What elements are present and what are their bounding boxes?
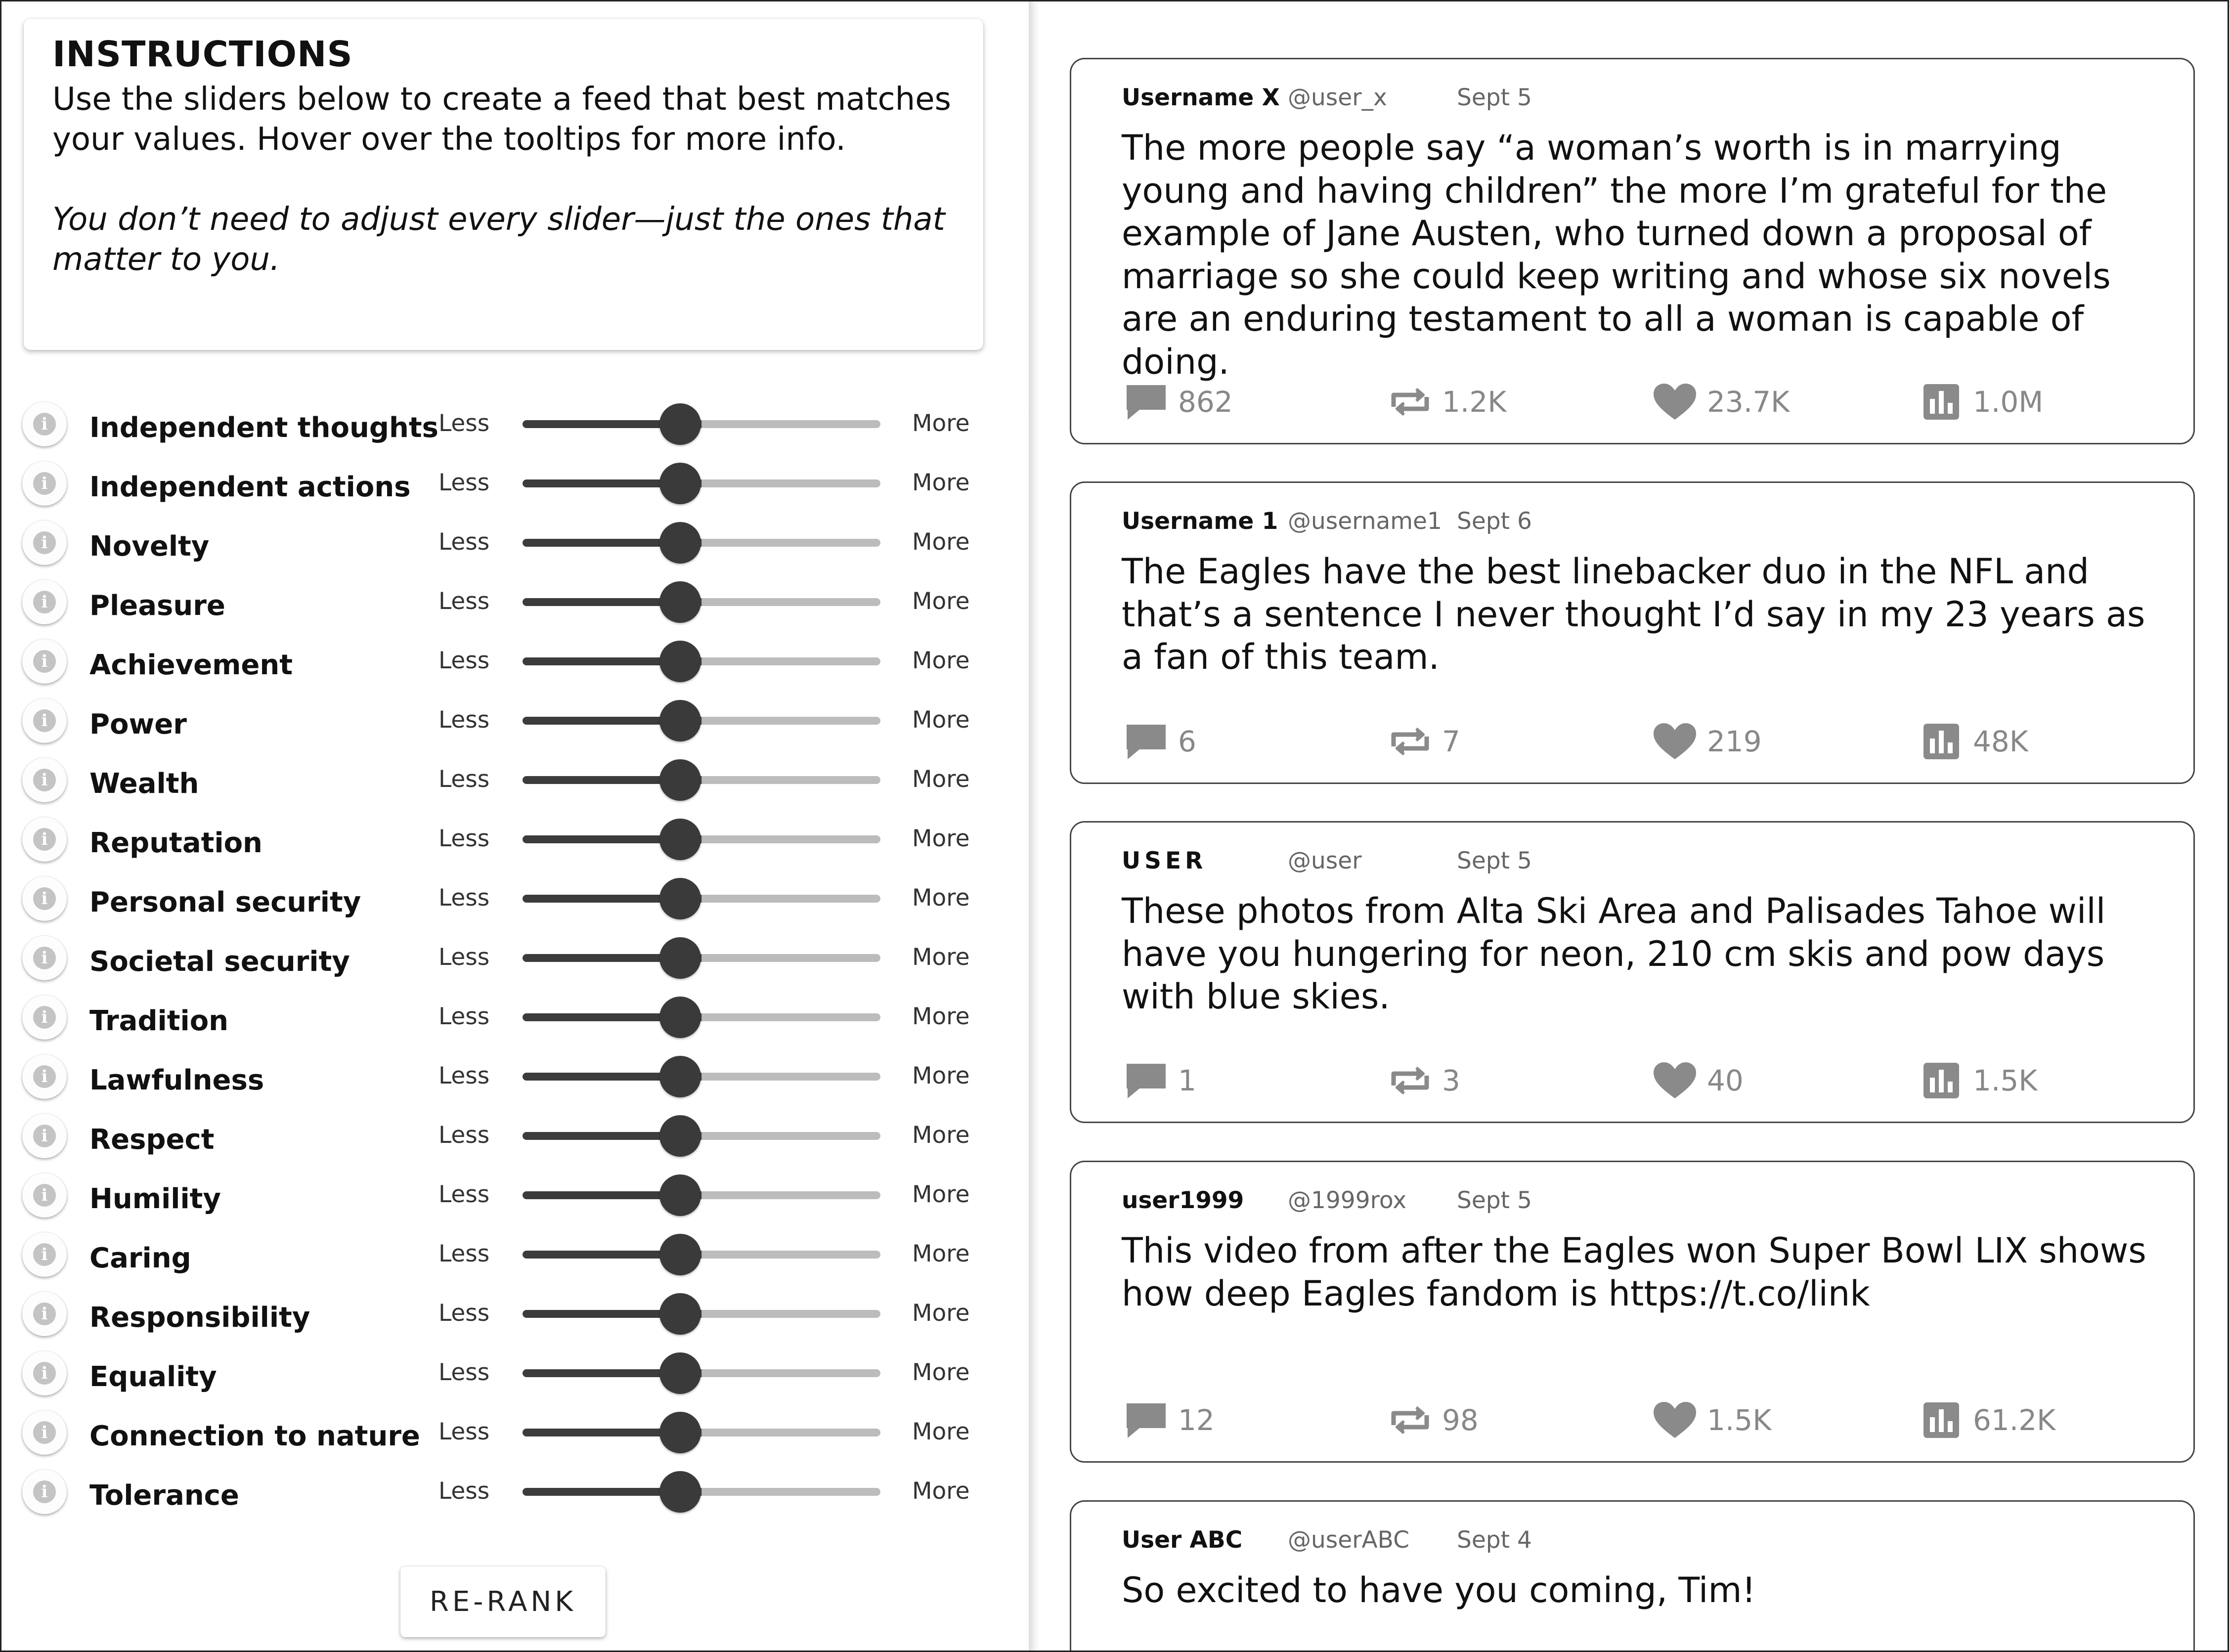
slider-row [1,461,1029,511]
replies-count: 6 [1178,725,1196,758]
slider-row [1,639,1029,689]
slider-track-wealth[interactable] [523,776,880,784]
slider-row [1,1470,1029,1519]
slider-less-label: Less [438,588,490,615]
slider-row [1,580,1029,629]
reposts-count: 3 [1442,1064,1460,1097]
reposts-action[interactable] [1387,1058,1594,1103]
post-date: Sept 4 [1457,1526,1532,1554]
slider-row [1,758,1029,807]
post-card[interactable] [1070,821,2195,1123]
instructions-note: You don’t need to adjust every slider—just the ones that matter to you. [52,201,945,278]
post-author-handle[interactable]: @userABC [1288,1526,1409,1554]
post-text: This video from after the Eagles won Super Bowl LIX shows how deep Eagles fandom is https://t.co/link [1122,1230,2146,1314]
slider-track-connection-to-nature[interactable] [523,1429,880,1436]
views-action[interactable] [1918,1058,2125,1103]
bar-chart-icon [1918,382,1965,422]
slider-label-independent-actions: Independent actions [89,471,411,503]
info-tooltip-button[interactable] [22,758,67,802]
info-tooltip-button[interactable] [22,698,67,743]
slider-track-respect[interactable] [523,1132,880,1140]
slider-less-label: Less [438,825,490,852]
slider-label-independent-thoughts: Independent thoughts [89,412,438,444]
repost-icon [1387,722,1434,761]
slider-handle-independent-thoughts[interactable] [659,403,701,445]
slider-less-label: Less [438,1300,490,1327]
info-icon: i [33,1125,56,1147]
views-action[interactable] [1918,1398,2125,1442]
slider-handle-novelty[interactable] [659,522,701,564]
info-tooltip-button[interactable] [22,402,67,446]
slider-track-power[interactable] [523,717,880,725]
slider-more-label: More [912,1062,970,1089]
info-icon: i [33,472,56,495]
slider-handle-tolerance[interactable] [659,1471,701,1513]
views-action[interactable] [1918,380,2125,424]
info-tooltip-button[interactable] [22,639,67,684]
info-tooltip-button[interactable] [22,461,67,506]
slider-row [1,698,1029,748]
views-count: 48K [1973,725,2028,758]
slider-row [1,1410,1029,1460]
post-author-name[interactable]: Username 1 [1122,508,1278,535]
slider-row [1,1232,1029,1282]
slider-row [1,1292,1029,1341]
bar-chart-icon [1918,722,1965,761]
post-author-handle[interactable]: @user_x [1288,84,1387,111]
info-icon: i [33,1184,56,1207]
slider-handle-achievement[interactable] [659,641,701,682]
info-tooltip-button[interactable] [22,876,67,921]
repost-icon [1387,382,1434,422]
slider-handle-wealth[interactable] [659,759,701,801]
post-date: Sept 6 [1457,508,1532,535]
comment-icon [1123,722,1170,761]
slider-handle-responsibility[interactable] [659,1293,701,1335]
slider-more-label: More [912,706,970,734]
slider-less-label: Less [438,1418,490,1445]
slider-track-independent-actions[interactable] [523,479,880,487]
slider-label-power: Power [89,708,187,740]
slider-less-label: Less [438,884,490,912]
slider-row [1,521,1029,570]
repost-icon [1387,1061,1434,1100]
slider-track-societal-security[interactable] [523,954,880,962]
likes-count: 40 [1707,1064,1744,1097]
slider-label-responsibility: Responsibility [89,1302,310,1334]
slider-more-label: More [912,1240,970,1267]
slider-more-label: More [912,825,970,852]
info-icon: i [33,769,56,791]
rerank-button[interactable]: RE-RANK [400,1566,606,1637]
slider-track-reputation[interactable] [523,835,880,843]
slider-less-label: Less [438,1062,490,1089]
slider-label-tradition: Tradition [89,1005,229,1037]
info-tooltip-button[interactable] [22,521,67,565]
views-count: 1.0M [1973,385,2044,419]
info-icon: i [33,531,56,554]
slider-row [1,1173,1029,1222]
post-text: So excited to have you coming, Tim! [1122,1570,1756,1610]
slider-label-reputation: Reputation [89,827,262,859]
slider-handle-caring[interactable] [659,1234,701,1275]
info-icon: i [33,828,56,851]
slider-less-label: Less [438,1240,490,1267]
likes-count: 219 [1707,725,1762,758]
slider-handle-respect[interactable] [659,1115,701,1157]
comment-icon [1123,382,1170,422]
slider-more-label: More [912,766,970,793]
reposts-count: 7 [1442,725,1460,758]
post-author-handle[interactable]: @1999rox [1288,1187,1407,1214]
slider-label-humility: Humility [89,1183,221,1215]
slider-track-caring[interactable] [523,1251,880,1259]
post-text: The Eagles have the best linebacker duo in the NFL and that’s a sentence I never thought I’d say in my 23 years as a fan of this team. [1122,551,2145,677]
slider-more-label: More [912,1003,970,1030]
slider-row [1,936,1029,985]
post-text: These photos from Alta Ski Area and Palisades Tahoe will have you hungering for neon, 210 cm skis and pow days with blue skies. [1122,891,2106,1017]
slider-label-tolerance: Tolerance [89,1479,239,1512]
replies-action[interactable] [1123,719,1330,764]
post-author-name[interactable]: User ABC [1122,1526,1243,1554]
slider-track-pleasure[interactable] [523,598,880,606]
slider-track-responsibility[interactable] [523,1310,880,1318]
slider-less-label: Less [438,1478,490,1505]
slider-more-label: More [912,1359,970,1386]
likes-count: 1.5K [1707,1403,1772,1437]
post-author-name[interactable]: user1999 [1122,1187,1244,1214]
feed-panel[interactable] [1040,1,2228,1651]
views-count: 1.5K [1973,1064,2038,1097]
post-card[interactable] [1070,1500,2195,1652]
slider-handle-societal-security[interactable] [659,937,701,979]
reposts-count: 1.2K [1442,385,1507,419]
info-icon: i [33,1480,56,1503]
slider-more-label: More [912,1122,970,1149]
reposts-count: 98 [1442,1403,1479,1437]
post-author-handle[interactable]: @username1 [1288,508,1442,535]
views-count: 61.2K [1973,1403,2056,1437]
post-card[interactable] [1070,58,2195,444]
post-date: Sept 5 [1457,847,1532,874]
slider-handle-power[interactable] [659,700,701,741]
post-text: The more people say “a woman’s worth is in marrying young and having children” the more I’m grateful for the example of Jane Austen, who turned down a proposal of marriage so she could keep writing and whose six novels are an enduring testament to all a woman is capable of doing. [1122,128,2111,382]
post-date: Sept 5 [1457,84,1532,111]
reposts-action[interactable] [1387,719,1594,764]
slider-more-label: More [912,884,970,912]
slider-row [1,1114,1029,1163]
slider-track-personal-security[interactable] [523,895,880,903]
slider-track-tradition[interactable] [523,1013,880,1021]
info-tooltip-button[interactable] [22,1114,67,1158]
slider-handle-equality[interactable] [659,1352,701,1394]
slider-handle-personal-security[interactable] [659,878,701,919]
replies-count: 862 [1178,385,1233,419]
slider-label-respect: Respect [89,1124,215,1156]
slider-more-label: More [912,1478,970,1505]
info-icon: i [33,1243,56,1266]
info-icon: i [33,887,56,910]
slider-label-wealth: Wealth [89,768,199,800]
slider-handle-independent-actions[interactable] [659,463,701,504]
replies-action[interactable] [1123,1398,1330,1442]
controls-panel [1,1,1029,1651]
slider-more-label: More [912,528,970,556]
slider-label-societal-security: Societal security [89,946,350,978]
info-icon: i [33,1421,56,1444]
info-tooltip-button[interactable] [22,580,67,624]
info-tooltip-button[interactable] [22,817,67,862]
slider-row [1,817,1029,867]
heart-icon [1652,722,1699,761]
slider-less-label: Less [438,1359,490,1386]
post-author-name[interactable]: USER [1122,847,1207,874]
repost-icon [1387,1400,1434,1440]
reposts-action[interactable] [1387,380,1594,424]
slider-less-label: Less [438,1003,490,1030]
info-icon: i [33,1303,56,1325]
slider-less-label: Less [438,1122,490,1149]
info-icon: i [33,591,56,613]
comment-icon [1123,1061,1170,1100]
heart-icon [1652,1061,1699,1100]
info-icon: i [33,1006,56,1029]
slider-handle-humility[interactable] [659,1174,701,1216]
slider-handle-tradition[interactable] [659,997,701,1038]
instructions-title: INSTRUCTIONS [52,34,353,75]
replies-count: 12 [1178,1403,1215,1437]
slider-label-pleasure: Pleasure [89,590,225,622]
post-date: Sept 5 [1457,1187,1532,1214]
info-tooltip-button[interactable] [22,936,67,980]
slider-more-label: More [912,944,970,971]
info-tooltip-button[interactable] [22,995,67,1040]
slider-label-personal-security: Personal security [89,886,361,918]
heart-icon [1652,382,1699,422]
slider-row [1,995,1029,1044]
slider-label-achievement: Achievement [89,649,293,681]
post-author-name[interactable]: Username X [1122,84,1280,111]
info-icon: i [33,413,56,435]
slider-less-label: Less [438,944,490,971]
likes-action[interactable] [1652,1058,1859,1103]
likes-action[interactable] [1652,380,1859,424]
post-card[interactable] [1070,481,2195,784]
info-icon: i [33,709,56,732]
heart-icon [1652,1400,1699,1440]
slider-handle-connection-to-nature[interactable] [659,1412,701,1453]
slider-track-tolerance[interactable] [523,1488,880,1496]
slider-track-independent-thoughts[interactable] [523,420,880,428]
replies-action[interactable] [1123,380,1330,424]
slider-more-label: More [912,1418,970,1445]
slider-less-label: Less [438,469,490,496]
slider-row [1,876,1029,926]
comment-icon [1123,1400,1170,1440]
slider-more-label: More [912,588,970,615]
slider-less-label: Less [438,410,490,437]
panel-divider [1029,1,1040,1651]
instructions-body: Use the sliders below to create a feed that best matches your values. Hover over the tooltips for more info. [52,81,951,158]
slider-less-label: Less [438,766,490,793]
slider-track-lawfulness[interactable] [523,1073,880,1081]
info-tooltip-button[interactable] [22,1054,67,1099]
info-icon: i [33,1065,56,1088]
slider-handle-reputation[interactable] [659,819,701,860]
slider-less-label: Less [438,528,490,556]
slider-more-label: More [912,1300,970,1327]
replies-count: 1 [1178,1064,1196,1097]
slider-track-achievement[interactable] [523,657,880,665]
slider-track-humility[interactable] [523,1191,880,1199]
replies-action[interactable] [1123,1058,1330,1103]
likes-action[interactable] [1652,719,1859,764]
reposts-action[interactable] [1387,1398,1594,1442]
views-action[interactable] [1918,719,2125,764]
slider-more-label: More [912,410,970,437]
info-icon: i [33,947,56,969]
bar-chart-icon [1918,1400,1965,1440]
info-tooltip-button[interactable] [22,1173,67,1217]
slider-track-equality[interactable] [523,1369,880,1377]
slider-less-label: Less [438,647,490,674]
slider-label-equality: Equality [89,1361,217,1393]
slider-label-caring: Caring [89,1242,191,1274]
slider-handle-pleasure[interactable] [659,581,701,623]
info-icon: i [33,1362,56,1385]
info-icon: i [33,650,56,673]
slider-more-label: More [912,1181,970,1208]
slider-handle-lawfulness[interactable] [659,1056,701,1097]
bar-chart-icon [1918,1061,1965,1100]
likes-action[interactable] [1652,1398,1859,1442]
slider-row [1,1351,1029,1400]
likes-count: 23.7K [1707,385,1790,419]
slider-more-label: More [912,469,970,496]
info-tooltip-button[interactable] [22,1351,67,1395]
slider-less-label: Less [438,706,490,734]
slider-row [1,1054,1029,1104]
post-card[interactable] [1070,1161,2195,1463]
instructions-card [24,19,983,350]
slider-label-lawfulness: Lawfulness [89,1064,264,1096]
info-tooltip-button[interactable] [22,1470,67,1514]
slider-more-label: More [912,647,970,674]
slider-track-novelty[interactable] [523,539,880,547]
info-tooltip-button[interactable] [22,1232,67,1277]
post-author-handle[interactable]: @user [1288,847,1362,874]
slider-label-novelty: Novelty [89,530,210,563]
slider-less-label: Less [438,1181,490,1208]
slider-row [1,402,1029,451]
info-tooltip-button[interactable] [22,1410,67,1455]
info-tooltip-button[interactable] [22,1292,67,1336]
slider-label-connection-to-nature: Connection to nature [89,1420,420,1452]
